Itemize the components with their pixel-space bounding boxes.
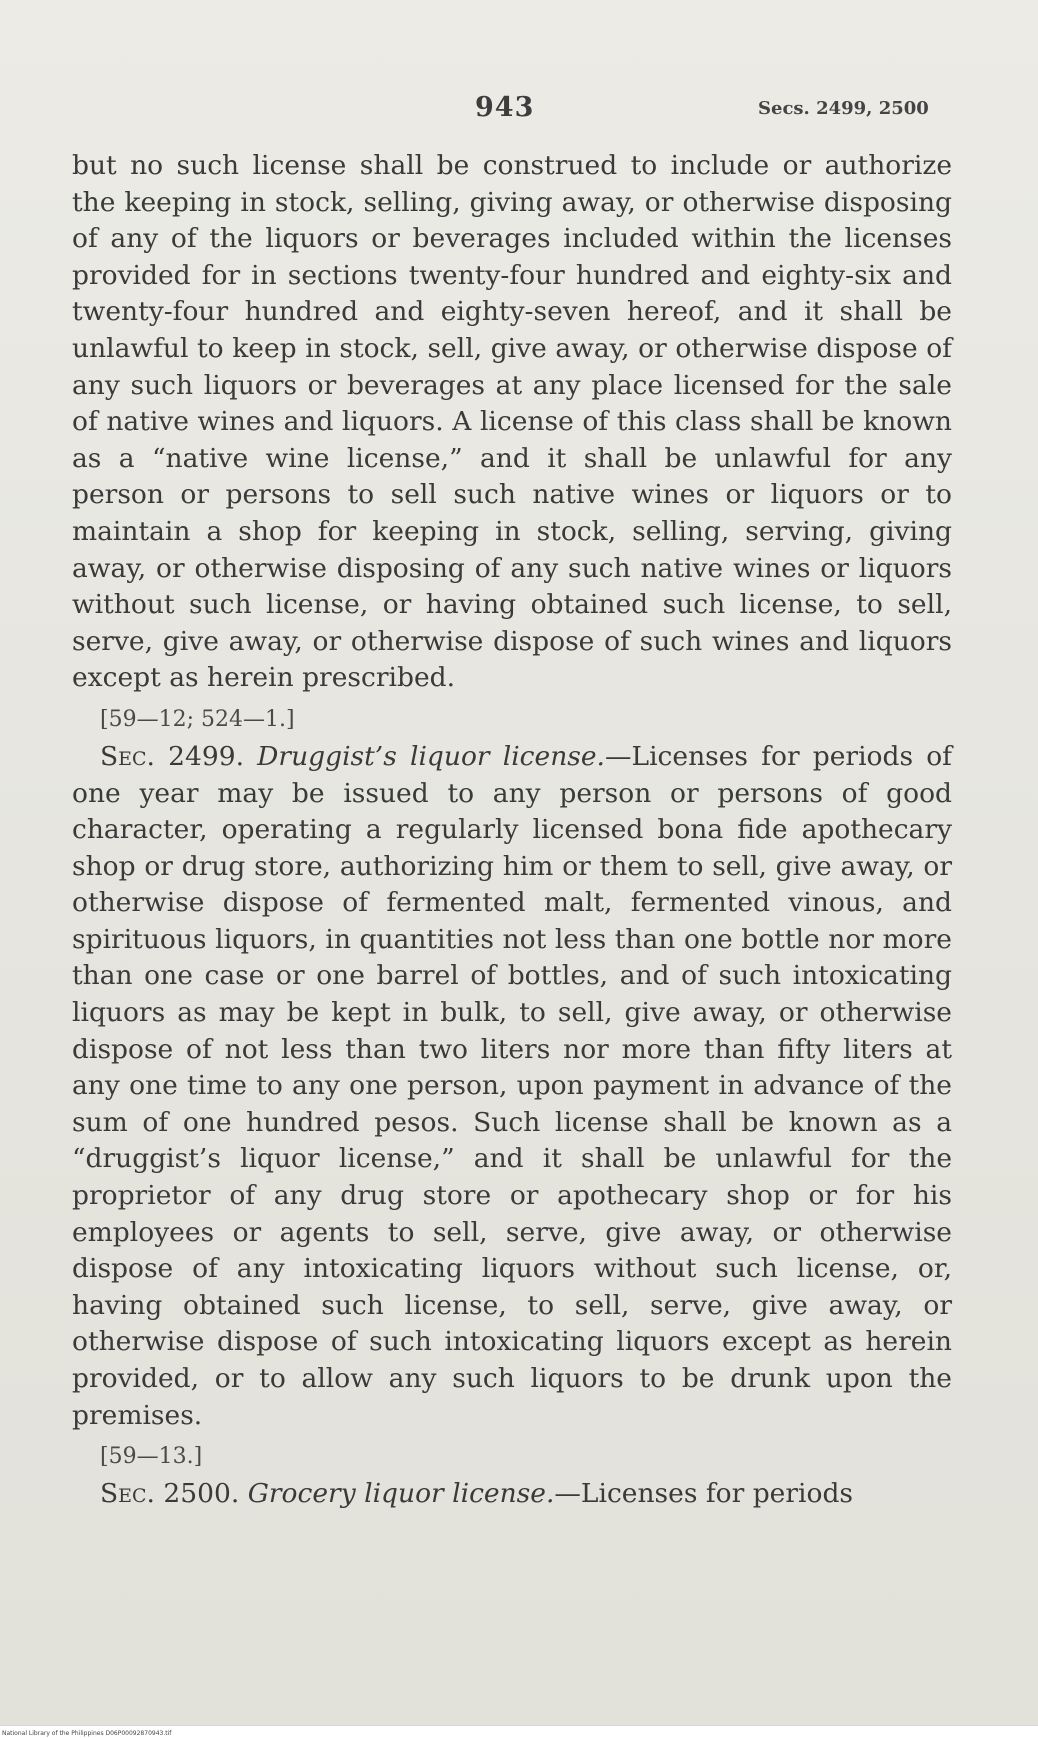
section-2500-title: Grocery liquor license. — [247, 1478, 555, 1510]
section-2499-label: Sec. 2499. — [100, 740, 245, 772]
citation: [59—12; 524—1.] — [100, 706, 295, 732]
section-reference: Secs. 2499, 2500 — [758, 98, 929, 119]
page-number: 943 — [475, 92, 535, 123]
citation: [59—13.] — [100, 1444, 203, 1470]
page-body — [72, 148, 952, 1513]
section-2500-label: Sec. 2500. — [100, 1478, 240, 1510]
scan-footer-text: National Library of the Philippines D06P00092870943.tif — [2, 1730, 172, 1737]
continuation-paragraph: but no such license shall be construed to include or authorize the keeping in stock, selling, giving away, or otherwise disposing of any of the liquors or beverages included within the licenses provided for in sections twenty-four hundred and eighty-six and twenty-four hundred and eighty-seven hereof, and it shall be unlawful to keep in stock, sell, give away, or otherwise dispose of any such liquors or beverages at any place licensed for the sale of native wines and liquors. A license of this class shall be known as a “native wine license,” and it shall be unlawful for any person or persons to sell such native wines or liquors or to maintain a shop for keeping in stock, selling, serving, giving away, or otherwise disposing of any such native wines or liquors without such license, or having obtained such license, to sell, serve, give away, or otherwise dispose of such wines and liquors except as herein prescribed. — [72, 150, 952, 694]
section-2500-text: —Licenses for periods — [554, 1478, 854, 1510]
section-2499-title: Druggist’s liquor license. — [257, 740, 605, 772]
page-header — [0, 92, 1038, 132]
section-2499-paragraph — [72, 739, 952, 1434]
scan-footer — [0, 1725, 1038, 1738]
section-2499-text: —Licenses for periods of one year may be issued to any person or persons of good character, operating a regularly licensed bona fide apothecary shop or drug store, authorizing him or them to sell, give away, or otherwise dispose of fermented malt, fermented vinous, and spirituous liquors, in quantities not less than one bottle nor more than one case or one barrel of bottles, and of such intoxicating liquors as may be kept in bulk, to sell, give away, or otherwise dispose of not less than two liters nor more than fifty liters at any one time to any one person, upon payment in advance of the sum of one hundred pesos. Such license shall be known as a “druggist’s liquor license,” and it shall be unlawful for the proprietor of any drug store or apothecary shop or for his employees or agents to sell, serve, give away, or otherwise dispose of any intoxicating liquors without such license, or, having obtained such license, to sell, serve, give away, or otherwise dispose of such intoxicating liquors except as herein provided, or to allow any such liquors to be drunk upon the premises. — [72, 740, 952, 1431]
section-2500-paragraph — [72, 1476, 952, 1513]
